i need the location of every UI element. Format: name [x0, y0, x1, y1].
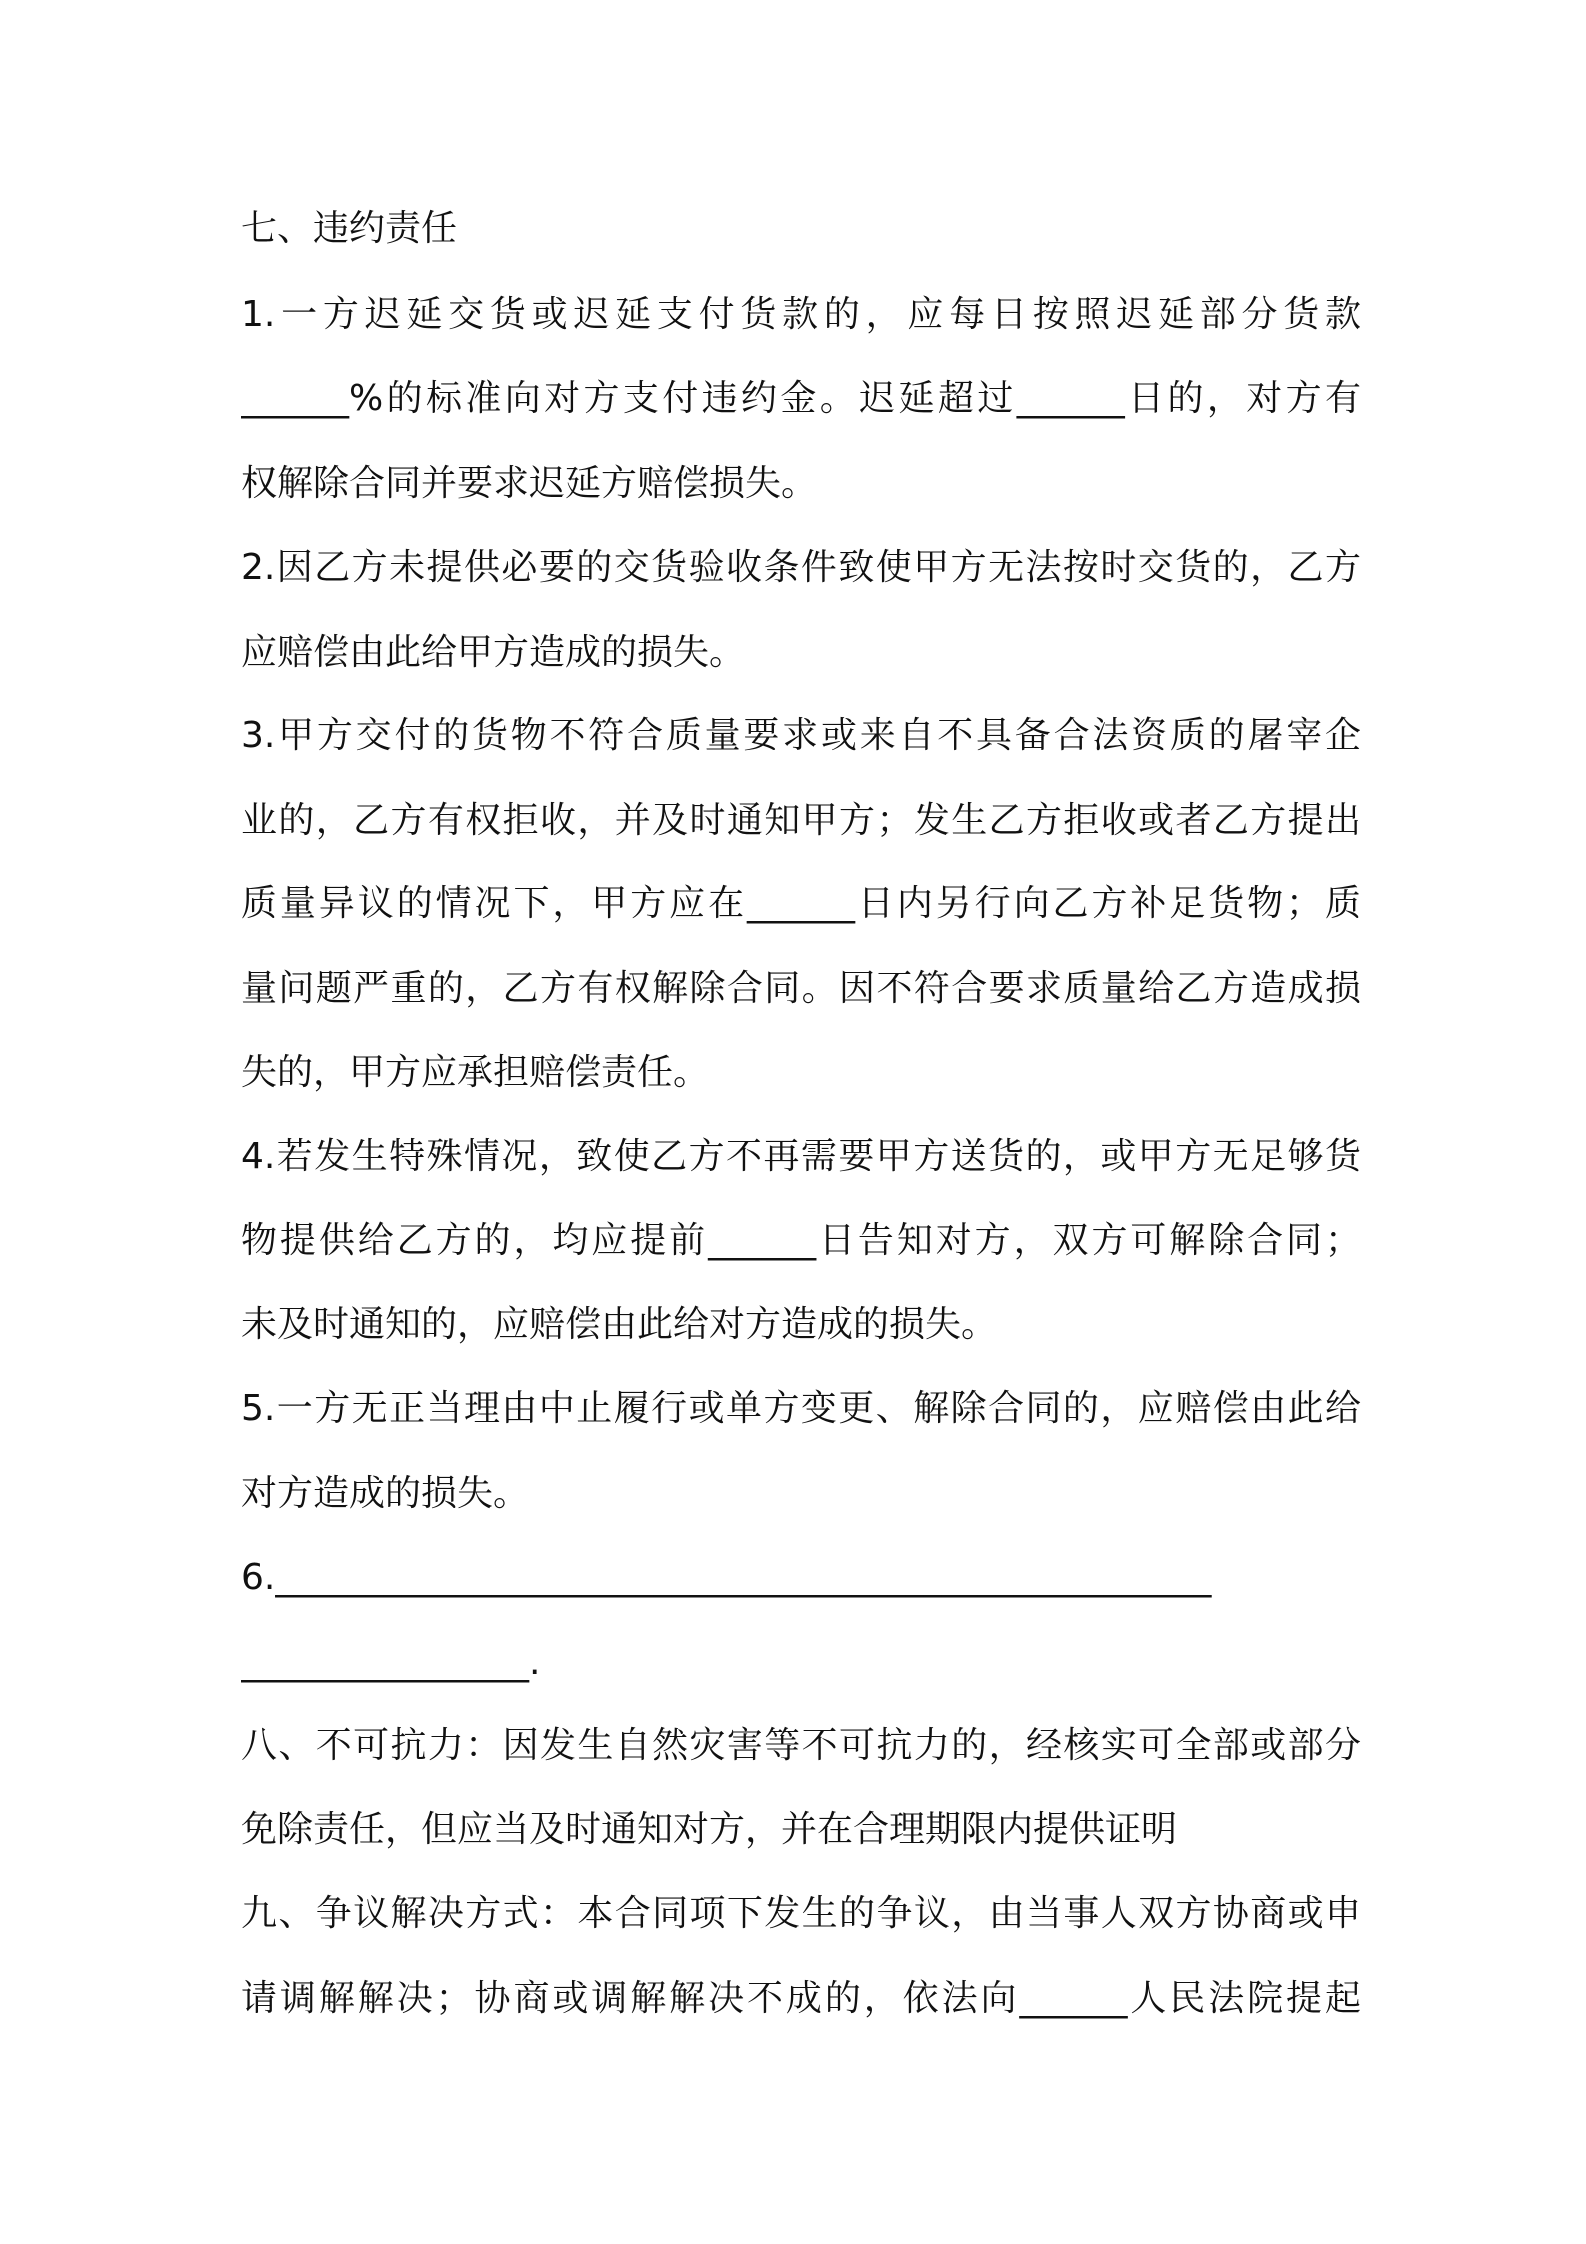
text-line: 物提供给乙方的，均应提前______日告知对方，双方可解除合同； — [241, 1220, 1361, 1261]
text-line: 5.一方无正当理由中止履行或单方变更、解除合同的，应赔偿由此给 — [241, 1388, 1361, 1429]
text-line: 量问题严重的，乙方有权解除合同。因不符合要求质量给乙方造成损 — [241, 968, 1361, 1009]
section-dispute-resolution: 九、争议解决方式：本合同项下发生的争议，由当事人双方协商或申 — [241, 1893, 1361, 1934]
text-line: 免除责任，但应当及时通知对方，并在合理期限内提供证明 — [241, 1809, 1178, 1850]
text-line: 业的，乙方有权拒收，并及时通知甲方；发生乙方拒收或者乙方提出 — [241, 800, 1361, 841]
text-line: 权解除合同并要求迟延方赔偿损失。 — [241, 463, 818, 504]
text-line: 对方造成的损失。 — [241, 1473, 530, 1514]
text-line: 4.若发生特殊情况，致使乙方不再需要甲方送货的，或甲方无足够货 — [241, 1136, 1361, 1177]
text-line: 未及时通知的，应赔偿由此给对方造成的损失。 — [241, 1304, 998, 1345]
text-line: 失的，甲方应承担赔偿责任。 — [241, 1052, 710, 1093]
text-line: 3.甲方交付的货物不符合质量要求或来自不具备合法资质的屠宰企 — [241, 715, 1361, 756]
text-line: 请调解解决；协商或调解解决不成的，依法向______人民法院提起 — [241, 1978, 1361, 2019]
text-line: 应赔偿由此给甲方造成的损失。 — [241, 632, 746, 673]
section-heading-breach: 七、违约责任 — [241, 208, 458, 249]
text-line: 质量异议的情况下，甲方应在______日内另行向乙方补足货物；质 — [241, 883, 1361, 924]
text-line: 1.一方迟延交货或迟延支付货款的，应每日按照迟延部分货款 — [241, 294, 1361, 335]
text-line: 6.____________________________________________________ — [241, 1557, 1212, 1598]
section-force-majeure: 八、不可抗力：因发生自然灾害等不可抗力的，经核实可全部或部分 — [241, 1725, 1361, 1766]
text-line: ________________. — [241, 1642, 541, 1683]
text-line: ______%的标准向对方支付违约金。迟延超过______日的，对方有 — [241, 378, 1361, 419]
text-line: 2.因乙方未提供必要的交货验收条件致使甲方无法按时交货的，乙方 — [241, 547, 1361, 588]
